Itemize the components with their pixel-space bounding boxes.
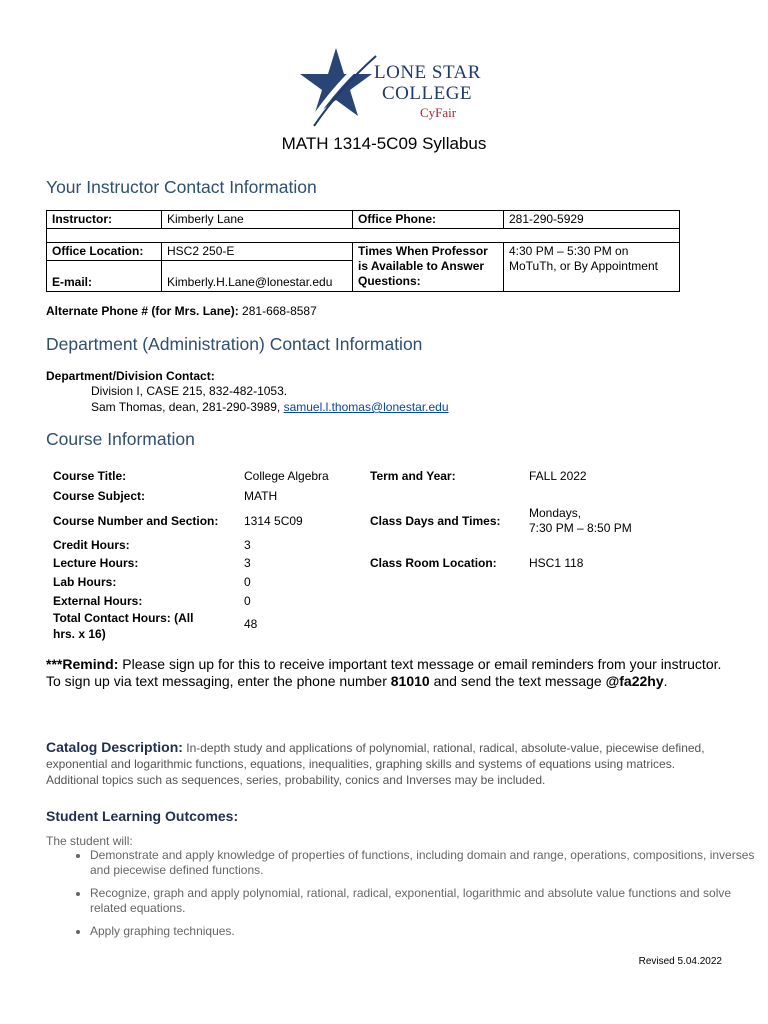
department-line-1: Division I, CASE 215, 832-482-1053. [91,384,288,398]
credit-hours-label: Credit Hours: [53,538,130,552]
list-item: • Demonstrate and apply knowledge of properties of functions, including domain and range, operations, compositions, inverses and piecewise defined functions. [90,848,768,878]
dean-info: Sam Thomas, dean, 281-290-3989, [91,400,284,414]
instructor-value: Kimberly Lane [162,211,353,229]
remind-number: 81010 [390,673,430,689]
times-value: 4:30 PM – 5:30 PM on MoTuTh, or By Appointment [504,243,680,292]
list-item: • Apply graphing techniques. [90,924,768,939]
outcomes-list [46,848,768,947]
outcomes-lead: The student will: [46,834,133,848]
class-days-value-1: Mondays, [529,506,582,520]
alt-phone-label: Alternate Phone # (for Mrs. Lane): [46,304,239,318]
office-phone-label: Office Phone: [353,211,504,229]
total-contact-hours-value: 48 [244,617,258,631]
catalog-label: Catalog Description: [46,739,183,755]
page-title: MATH 1314-5C09 Syllabus [281,134,487,153]
revised-date: Revised 5.04.2022 [638,956,722,967]
remind-text-1: Please sign up for this to receive important text message or email reminders from your instructor. To sign up via text messaging, enter the phone number [46,656,722,689]
catalog-description [46,739,726,788]
instructor-contact-table [46,210,680,292]
external-hours-value: 0 [244,594,251,608]
outcomes-title: Student Learning Outcomes: [46,808,239,824]
room-label: Class Room Location: [370,556,497,570]
times-label: Times When Professor is Available to Answer Questions: [353,243,504,292]
list-item: • Recognize, graph and apply polynomial, rational, radical, exponential, logarithmic and absolute value functions and solve related equations. [90,886,768,916]
external-hours-label: External Hours: [53,594,143,608]
office-phone-value: 281-290-5929 [504,211,680,229]
total-contact-hours-label: Total Contact Hours: (All hrs. x 16) [53,611,194,641]
email-value[interactable]: Kimberly.H.Lane@lonestar.edu [162,261,353,292]
table-spacer [47,229,680,243]
remind-stars: *** [46,656,63,672]
alternate-phone [46,304,317,318]
email-label: E-mail: [47,261,162,292]
logo-text-lone-star: LONE STAR [374,62,481,83]
course-number-label: Course Number and Section: [53,514,219,528]
course-heading: Course Information [46,429,195,449]
room-value: HSC1 118 [529,556,584,570]
remind-text-2: and send the text message [429,673,606,689]
logo-text-cyfair: CyFair [420,105,457,120]
course-subject-value: MATH [244,489,278,503]
instructor-label: Instructor: [47,211,162,229]
department-contact-label: Department/Division Contact: [46,369,215,383]
remind-label: Remind: [62,656,119,672]
class-days-value-2: 7:30 PM – 8:50 PM [529,521,632,535]
office-location-value: HSC2 250-E [162,243,353,261]
course-title-label: Course Title: [53,469,127,483]
term-label: Term and Year: [370,469,456,483]
course-subject-label: Course Subject: [53,489,146,503]
catalog-text: In-depth study and applications of polynomial, rational, radical, absolute-value, piecewise defined, exponential and logarithmic functions, equations, inequalities, graphing skills and systems of equations using matrices. Additional topics such as sequences, series, probability, conics and Inverses may be included. [46,741,705,787]
course-number-value: 1314 5C09 [244,514,303,528]
class-days-label: Class Days and Times: [370,514,501,528]
logo-text-college: COLLEGE [382,83,473,104]
instructor-heading: Your Instructor Contact Information [46,177,317,197]
department-heading: Department (Administration) Contact Information [46,334,423,354]
remind-text-3: . [663,673,668,689]
course-title-value: College Algebra [244,469,329,483]
lab-hours-value: 0 [244,575,251,589]
office-location-label: Office Location: [47,243,162,261]
dean-email-link[interactable]: samuel.l.thomas@lonestar.edu [283,400,449,414]
credit-hours-value: 3 [244,538,251,552]
term-value: FALL 2022 [529,469,587,483]
lecture-hours-value: 3 [244,556,251,570]
remind-code: @fa22hy [605,673,664,689]
alt-phone-value: 281-668-8587 [242,304,317,318]
department-line-2 [91,400,449,414]
lecture-hours-label: Lecture Hours: [53,556,139,570]
remind-paragraph [46,656,726,690]
star-icon [300,48,372,116]
lab-hours-label: Lab Hours: [53,575,117,589]
